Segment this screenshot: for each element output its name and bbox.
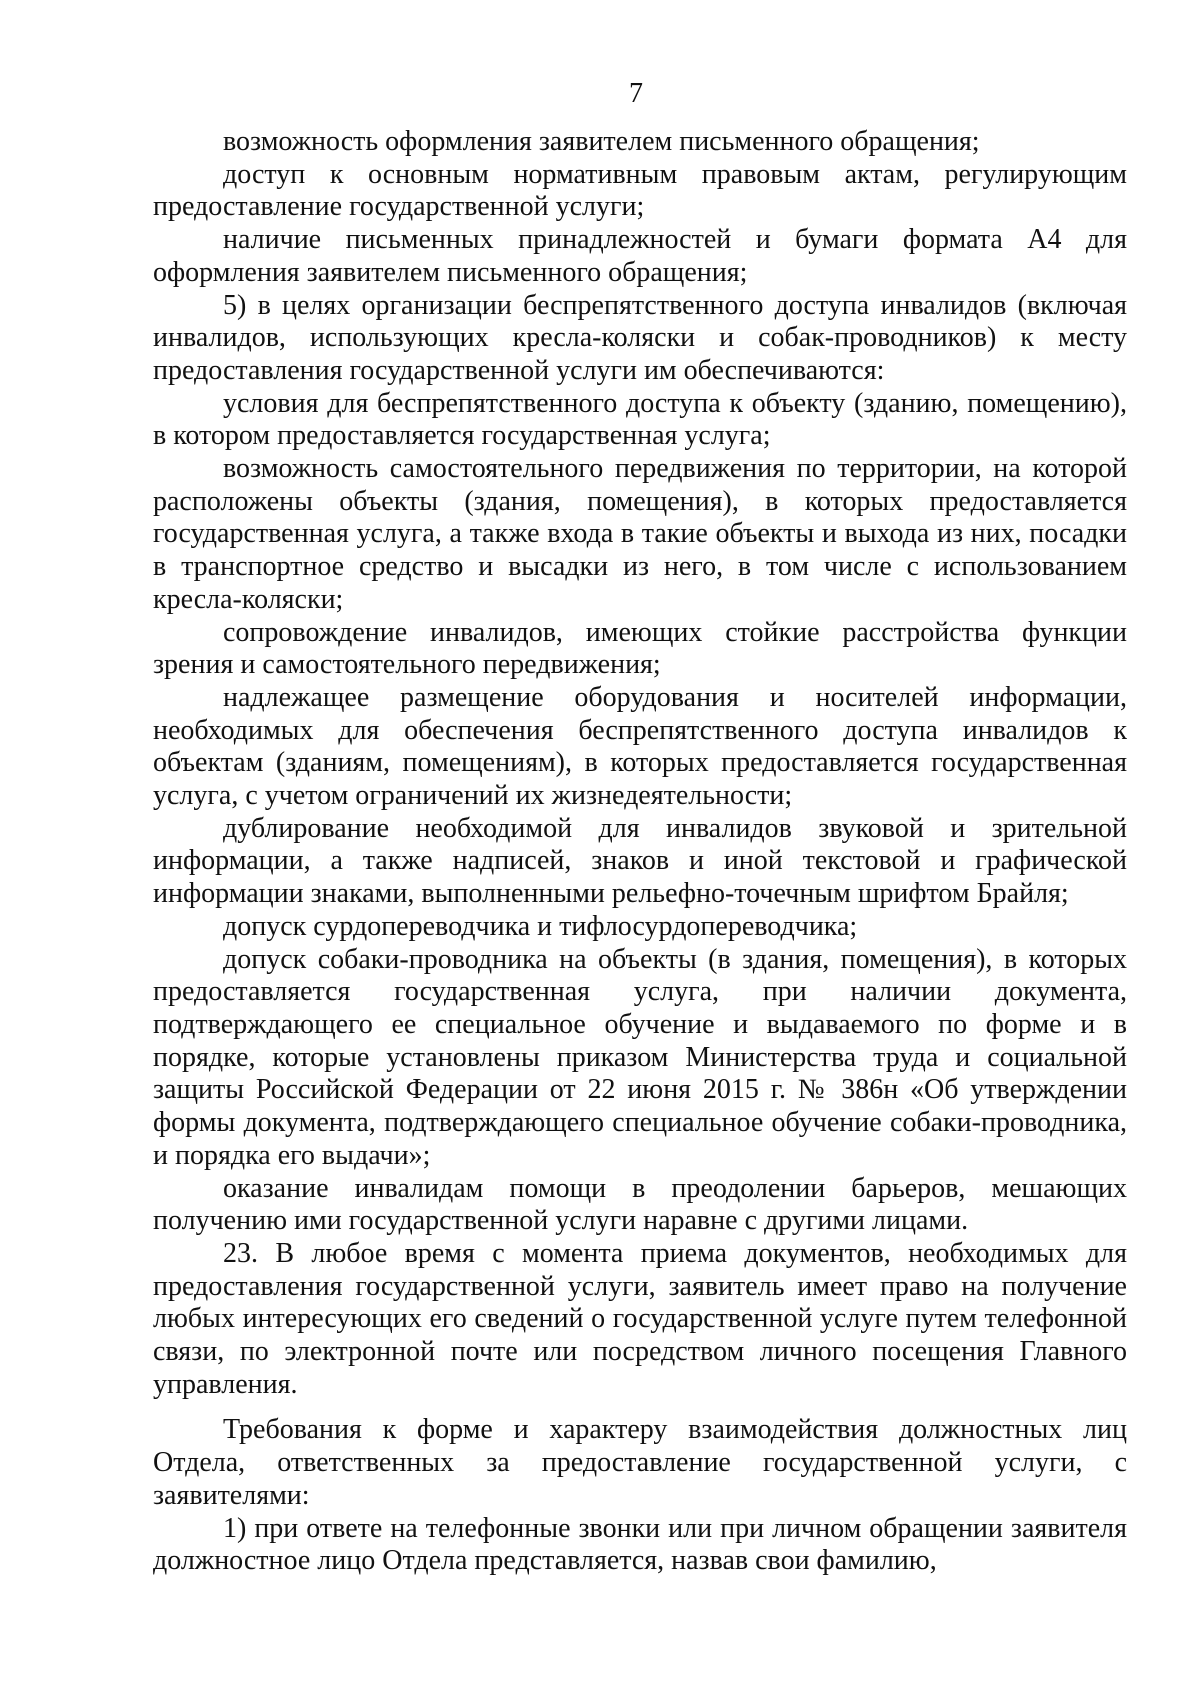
paragraph-barrier-assistance: оказание инвалидам помощи в преодолении барьеров, мешающих получению ими государственной услуги наравне с другими лицами. [153, 1172, 1127, 1237]
document-body [153, 126, 1127, 1578]
paragraph-sign-interpreter: допуск сурдопереводчика и тифлосурдопереводчика; [223, 910, 858, 942]
paragraph-section-23: 23. В любое время с момента приема документов, необходимых для предоставления государственной услуги, заявитель имеет право на получение любых интересующих его сведений о государственной услуге путем телефонной связи, по электронной почте или посредством личного посещения Главного управления. [153, 1237, 1127, 1400]
paragraph-writing-supplies: наличие письменных принадлежностей и бумаги формата А4 для оформления заявителем письменного обращения; [153, 224, 1127, 288]
paragraph-phone-calls: 1) при ответе на телефонные звонки или при личном обращении заявителя должностное лицо Отдела представляется, назвав свои фамилию, [153, 1512, 1127, 1577]
paragraph-legal-acts-access: доступ к основным нормативным правовым актам, регулирующим предоставление государственной услуги; [153, 158, 1127, 223]
paragraph-guide-dog: допуск собаки-проводника на объекты (в здания, помещения), в которых предоставляется государственная услуга, при наличии документа, подтверждающего ее специальное обучение и выдаваемого по форме и в порядке, которые установлены приказом Министерства труда и социальной защиты Российской Федерации от 22 июня 2015 г. № 386н «Об утверждении формы документа, подтверждающего специальное обучение собаки-проводника, и порядка его выдачи»; [153, 943, 1127, 1171]
paragraph-information-duplication: дублирование необходимой для инвалидов звуковой и зрительной информации, а также надписей, знаков и иной текстовой и графической информации знаками, выполненными рельефно-точечным шрифтом Брайля; [153, 812, 1127, 910]
paragraph-accessibility-intro: 5) в целях организации беспрепятственного доступа инвалидов (включая инвалидов, использующих кресла-коляски и собак-проводников) к месту предоставления государственной услуги им обеспечиваются: [153, 289, 1127, 386]
page-number: 7 [629, 78, 643, 109]
paragraph-escort: сопровождение инвалидов, имеющих стойкие расстройства функции зрения и самостоятельного передвижения; [153, 616, 1127, 681]
paragraph-equipment-placement: надлежащее размещение оборудования и носителей информации, необходимых для обеспечения беспрепятственного доступа инвалидов к объектам (зданиям, помещениям), в которых предоставляется государственная услуга, с учетом ограничений их жизнедеятельности; [153, 681, 1127, 812]
paragraph-unobstructed-access: условия для беспрепятственного доступа к объекту (зданию, помещению), в котором предоставляется государственная услуга; [153, 387, 1127, 452]
paragraph-independent-movement: возможность самостоятельного передвижения по территории, на которой расположены объекты (здания, помещения), в которых предоставляется государственная услуга, а также входа в такие объекты и выхода из них, посадки в транспортное средство и высадки из него, в том числе с использованием кресла-коляски; [153, 453, 1127, 615]
paragraph-written-appeal: возможность оформления заявителем письменного обращения; [223, 126, 980, 157]
paragraph-interaction-requirements: Требования к форме и характеру взаимодействия должностных лиц Отдела, ответственных за предоставление государственной услуги, с заявителями: [153, 1414, 1127, 1511]
